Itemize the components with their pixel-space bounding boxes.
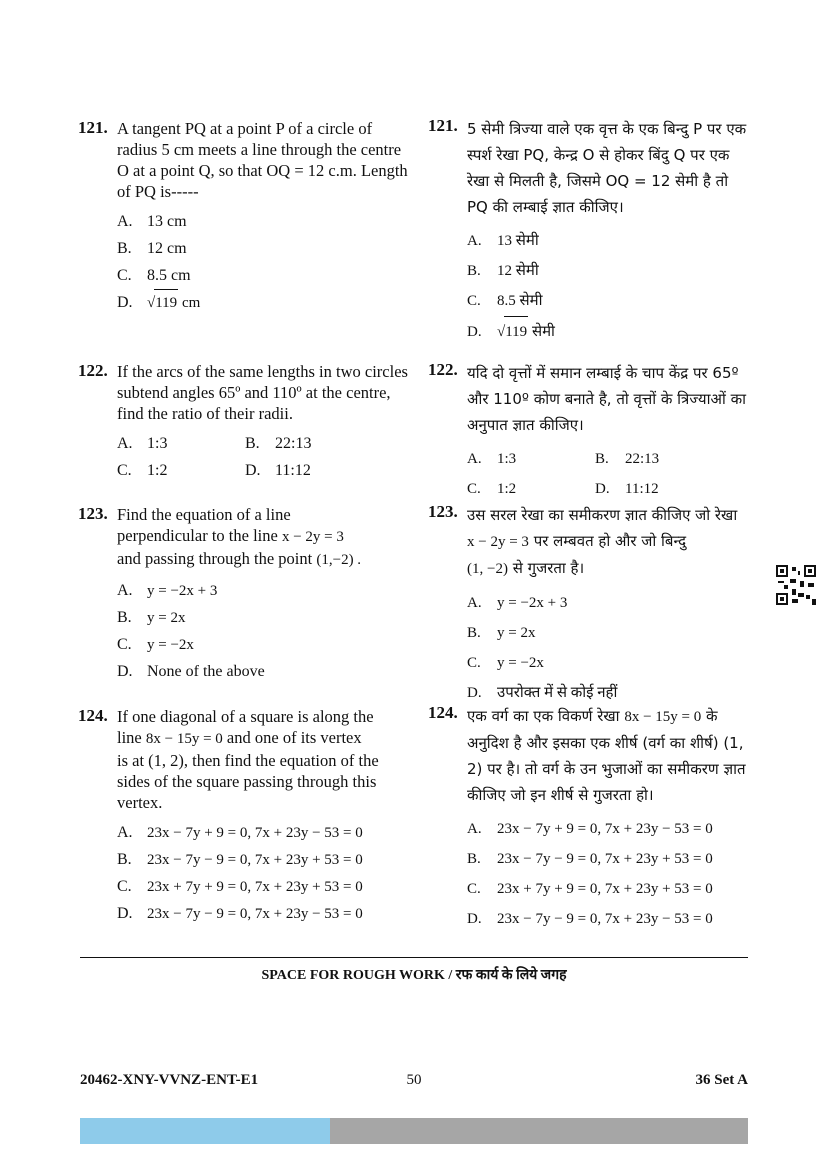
- question-122-en: [78, 361, 408, 484]
- option-d: D. 23x − 7y − 9 = 0, 7x + 23y − 53 = 0: [117, 905, 363, 922]
- question-number: 123.: [428, 502, 458, 521]
- option-c: C. 8.5 सेमी: [467, 293, 543, 309]
- question-number: 121.: [428, 116, 458, 135]
- question-text: If one diagonal of a square is along the line 8x − 15y = 0 and one of its vertex is at (1, 2), then find the equation of the sides of the square passing through this vertex.: [117, 707, 379, 812]
- option-c: C. 23x + 7y + 9 = 0, 7x + 23y + 53 = 0: [467, 881, 713, 897]
- question-121-en: [78, 118, 408, 316]
- option-d: D. उपरोक्त में से कोई नहीं: [467, 685, 618, 701]
- set-label: 36 Set A: [695, 1072, 748, 1088]
- question-number: 123.: [78, 504, 108, 523]
- option-c: C. 1:2: [467, 481, 517, 497]
- option-a: A. 23x − 7y + 9 = 0, 7x + 23y − 53 = 0: [467, 821, 713, 837]
- option-a: A. y = −2x + 3: [117, 582, 218, 599]
- option-b: B. 23x − 7y − 9 = 0, 7x + 23y + 53 = 0: [467, 851, 713, 867]
- option-d: D. √119 cm: [117, 289, 408, 316]
- question-text: उस सरल रेखा का समीकरण ज्ञात कीजिए जो रेखा x − 2y = 3 पर लम्बवत हो और जो बिन्दु (1, −2) से गुजरता है।: [467, 506, 738, 577]
- option-a: A. 13 cm: [117, 213, 187, 230]
- option-a: A. 13 सेमी: [467, 233, 539, 249]
- option-b: B. 23x − 7y − 9 = 0, 7x + 23y + 53 = 0: [117, 851, 363, 868]
- question-text: यदि दो वृत्तों में समान लम्बाई के चाप केंद्र पर 65º और 110º कोण बनाते है, तो वृत्तों के त्रिज्याओं का अनुपात ज्ञात कीजिए।: [467, 364, 747, 434]
- question-number: 124.: [428, 703, 458, 722]
- option-a: A. y = −2x + 3: [467, 595, 568, 611]
- question-number: 122.: [428, 360, 458, 379]
- qr-code-icon: [776, 565, 816, 605]
- question-text: 5 सेमी त्रिज्या वाले एक वृत्त के एक बिन्दु P पर एक स्पर्श रेखा PQ, केन्द्र O से होकर बिंदु Q पर एक रेखा से मिलती है, जिसमे OQ = 12 सेमी है तो PQ की लम्बाई ज्ञात कीजिए।: [467, 120, 747, 216]
- question-123-en: [78, 504, 408, 685]
- question-text: Find the equation of a line perpendicular to the line x − 2y = 3 and passing through the point (1,−2) .: [117, 505, 362, 568]
- question-124-hi: [428, 703, 750, 934]
- question-text: If the arcs of the same lengths in two circles subtend angles 65º and 110º at the centre, find the ratio of their radii.: [117, 362, 408, 423]
- option-d: D. None of the above: [117, 663, 265, 680]
- question-123-hi: [428, 502, 750, 708]
- footer-bar-gray: [330, 1118, 748, 1144]
- question-124-en: [78, 706, 408, 927]
- question-121-hi: [428, 116, 750, 346]
- option-c: C. y = −2x: [117, 636, 194, 653]
- question-number: 121.: [78, 118, 108, 137]
- question-text: एक वर्ग का एक विकर्ण रेखा 8x − 15y = 0 के अनुदिश है और इसका एक शीर्ष (वर्ग का शीर्ष) (1, 2) पर है। तो वर्ग के उन भुजाओं का समीकरण ज्ञात कीजिए जो इन शीर्ष से गुजरता हो।: [467, 707, 746, 804]
- option-d: D. 23x − 7y − 9 = 0, 7x + 23y − 53 = 0: [467, 911, 713, 927]
- option-b: B. 22:13: [595, 451, 660, 467]
- option-b: B. 22:13: [245, 435, 312, 452]
- paper-code: 20462-XNY-VVNZ-ENT-E1: [80, 1072, 259, 1088]
- question-number: 122.: [78, 361, 108, 380]
- question-text: A tangent PQ at a point P of a circle of radius 5 cm meets a line through the centre O at a point Q, so that OQ = 12 c.m. Length of PQ is-----: [117, 119, 408, 201]
- page-number: 50: [406, 1072, 422, 1088]
- divider: [80, 957, 748, 958]
- option-c: C. 1:2: [117, 462, 168, 479]
- option-a: A. 23x − 7y + 9 = 0, 7x + 23y − 53 = 0: [117, 824, 363, 841]
- option-a: A. 1:3: [117, 435, 168, 452]
- option-c: C. 8.5 cm: [117, 267, 191, 284]
- footer-bar-blue: [80, 1118, 330, 1144]
- option-c: C. 23x + 7y + 9 = 0, 7x + 23y + 53 = 0: [117, 878, 363, 895]
- option-d: D. 11:12: [595, 481, 659, 497]
- option-b: B. y = 2x: [467, 625, 536, 641]
- option-b: B. 12 cm: [117, 240, 187, 257]
- option-a: A. 1:3: [467, 451, 517, 467]
- rough-work-label: SPACE FOR ROUGH WORK / रफ कार्य के लिये जगह: [261, 968, 567, 983]
- question-number: 124.: [78, 706, 108, 725]
- option-b: B. 12 सेमी: [467, 263, 539, 279]
- option-d: D. √119 सेमी: [467, 316, 750, 346]
- option-d: D. 11:12: [245, 462, 311, 479]
- question-122-hi: [428, 360, 750, 504]
- option-c: C. y = −2x: [467, 655, 544, 671]
- option-b: B. y = 2x: [117, 609, 186, 626]
